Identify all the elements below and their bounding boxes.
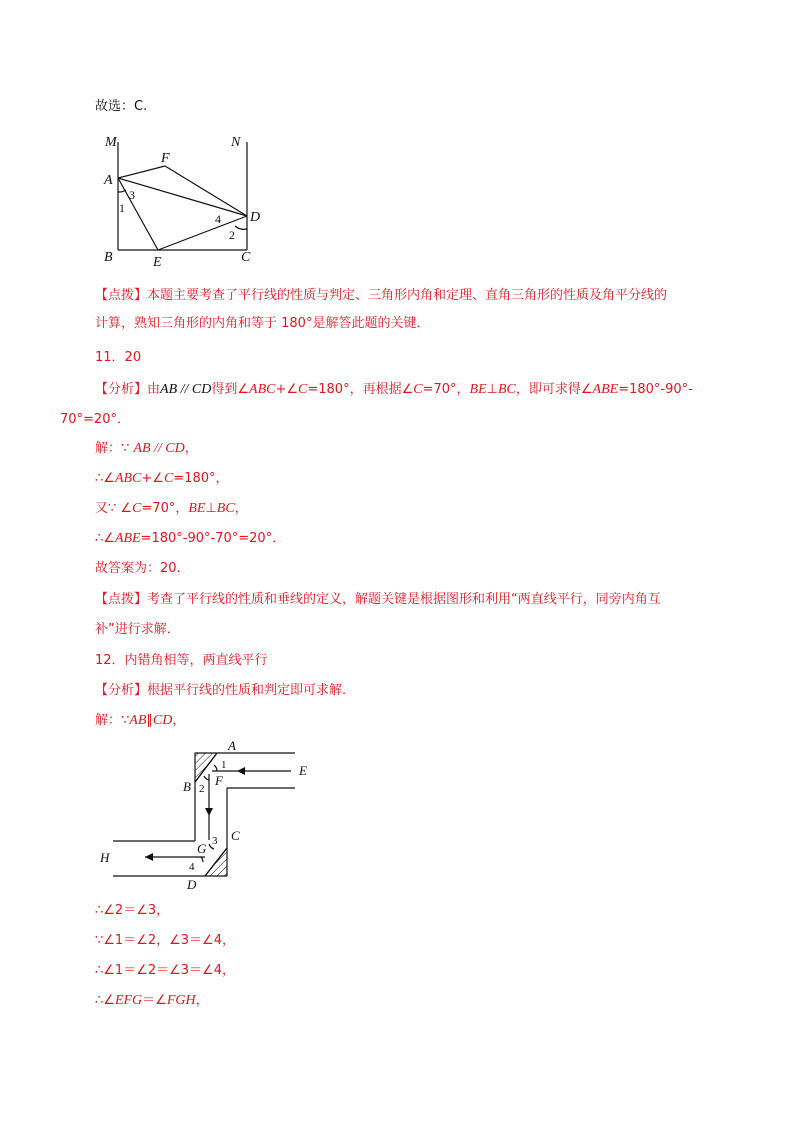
solution-11-line-3: 又∵ ∠C=70°，BE⊥BC， xyxy=(95,501,248,516)
label-F: F xyxy=(161,151,170,166)
angle-1: 1 xyxy=(119,201,125,215)
tip-paragraph-2-b: 补”进行求解． xyxy=(95,622,180,637)
label-E: E xyxy=(153,255,162,270)
analysis-11-b: 70°=20°． xyxy=(60,412,130,427)
solution-11-line-4: ∴∠ABE=180°-90°-70°=20°． xyxy=(95,531,286,546)
solution-12-line-4: ∴∠1＝∠2＝∠3＝∠4， xyxy=(95,963,235,978)
angle-3: 3 xyxy=(212,835,218,847)
angle-4: 4 xyxy=(215,212,221,226)
label-H: H xyxy=(100,850,110,865)
solution-12-line-5: ∴∠EFG＝∠FGH， xyxy=(95,993,209,1008)
angle-3: 3 xyxy=(129,188,135,202)
label-B: B xyxy=(183,779,191,794)
tip-paragraph-1-a: 【点拨】本题主要考查了平行线的性质与判定、三角形内角和定理、直角三角形的性质及角平分线的 xyxy=(95,288,668,303)
label-G: G xyxy=(197,841,207,856)
solution-11-answer: 故答案为：20. xyxy=(95,561,181,576)
solution-12-line-3: ∵∠1＝∠2，∠3＝∠4， xyxy=(95,933,235,948)
label-D: D xyxy=(187,877,197,892)
solution-11-line-1: 解：∵ AB // CD， xyxy=(95,441,198,456)
label-N: N xyxy=(231,135,241,150)
solution-12-line-1: 解：∵AB∥CD， xyxy=(95,713,186,728)
solution-12-line-2: ∴∠2＝∠3， xyxy=(95,903,170,918)
figure-quadrilateral xyxy=(95,130,285,270)
label-M: M xyxy=(105,135,117,150)
label-B: B xyxy=(104,250,113,265)
label-C: C xyxy=(241,250,251,265)
question-12-answer: 12．内错角相等，两直线平行 xyxy=(95,653,268,668)
figure-mirror-periscope xyxy=(95,736,325,896)
label-A: A xyxy=(104,173,113,188)
analysis-11-a: 【分析】由AB // CD得到∠ABC+∠C=180°，再根据∠C=70°，BE⊥BC，即可求得∠ABE=180°-90°- xyxy=(95,382,693,397)
label-D: D xyxy=(250,210,261,225)
angle-1: 1 xyxy=(221,759,227,771)
angle-4: 4 xyxy=(189,861,195,873)
analysis-12: 【分析】根据平行线的性质和判定即可求解． xyxy=(95,683,356,698)
question-11-answer: 11．20 xyxy=(95,350,142,365)
label-A: A xyxy=(228,738,236,753)
angle-2: 2 xyxy=(199,783,205,795)
answer-choice: 故选：C. xyxy=(95,99,148,114)
label-F: F xyxy=(215,773,223,788)
angle-2: 2 xyxy=(229,228,235,242)
tip-paragraph-2-a: 【点拨】考查了平行线的性质和垂线的定义，解题关键是根据图形和利用“两直线平行，同旁内角互 xyxy=(95,592,661,607)
tip-paragraph-1-b: 计算，熟知三角形的内角和等于 180°是解答此题的关键． xyxy=(95,316,430,331)
label-E: E xyxy=(299,763,307,778)
solution-11-line-2: ∴∠ABC+∠C=180°， xyxy=(95,471,229,486)
label-C: C xyxy=(231,828,240,843)
